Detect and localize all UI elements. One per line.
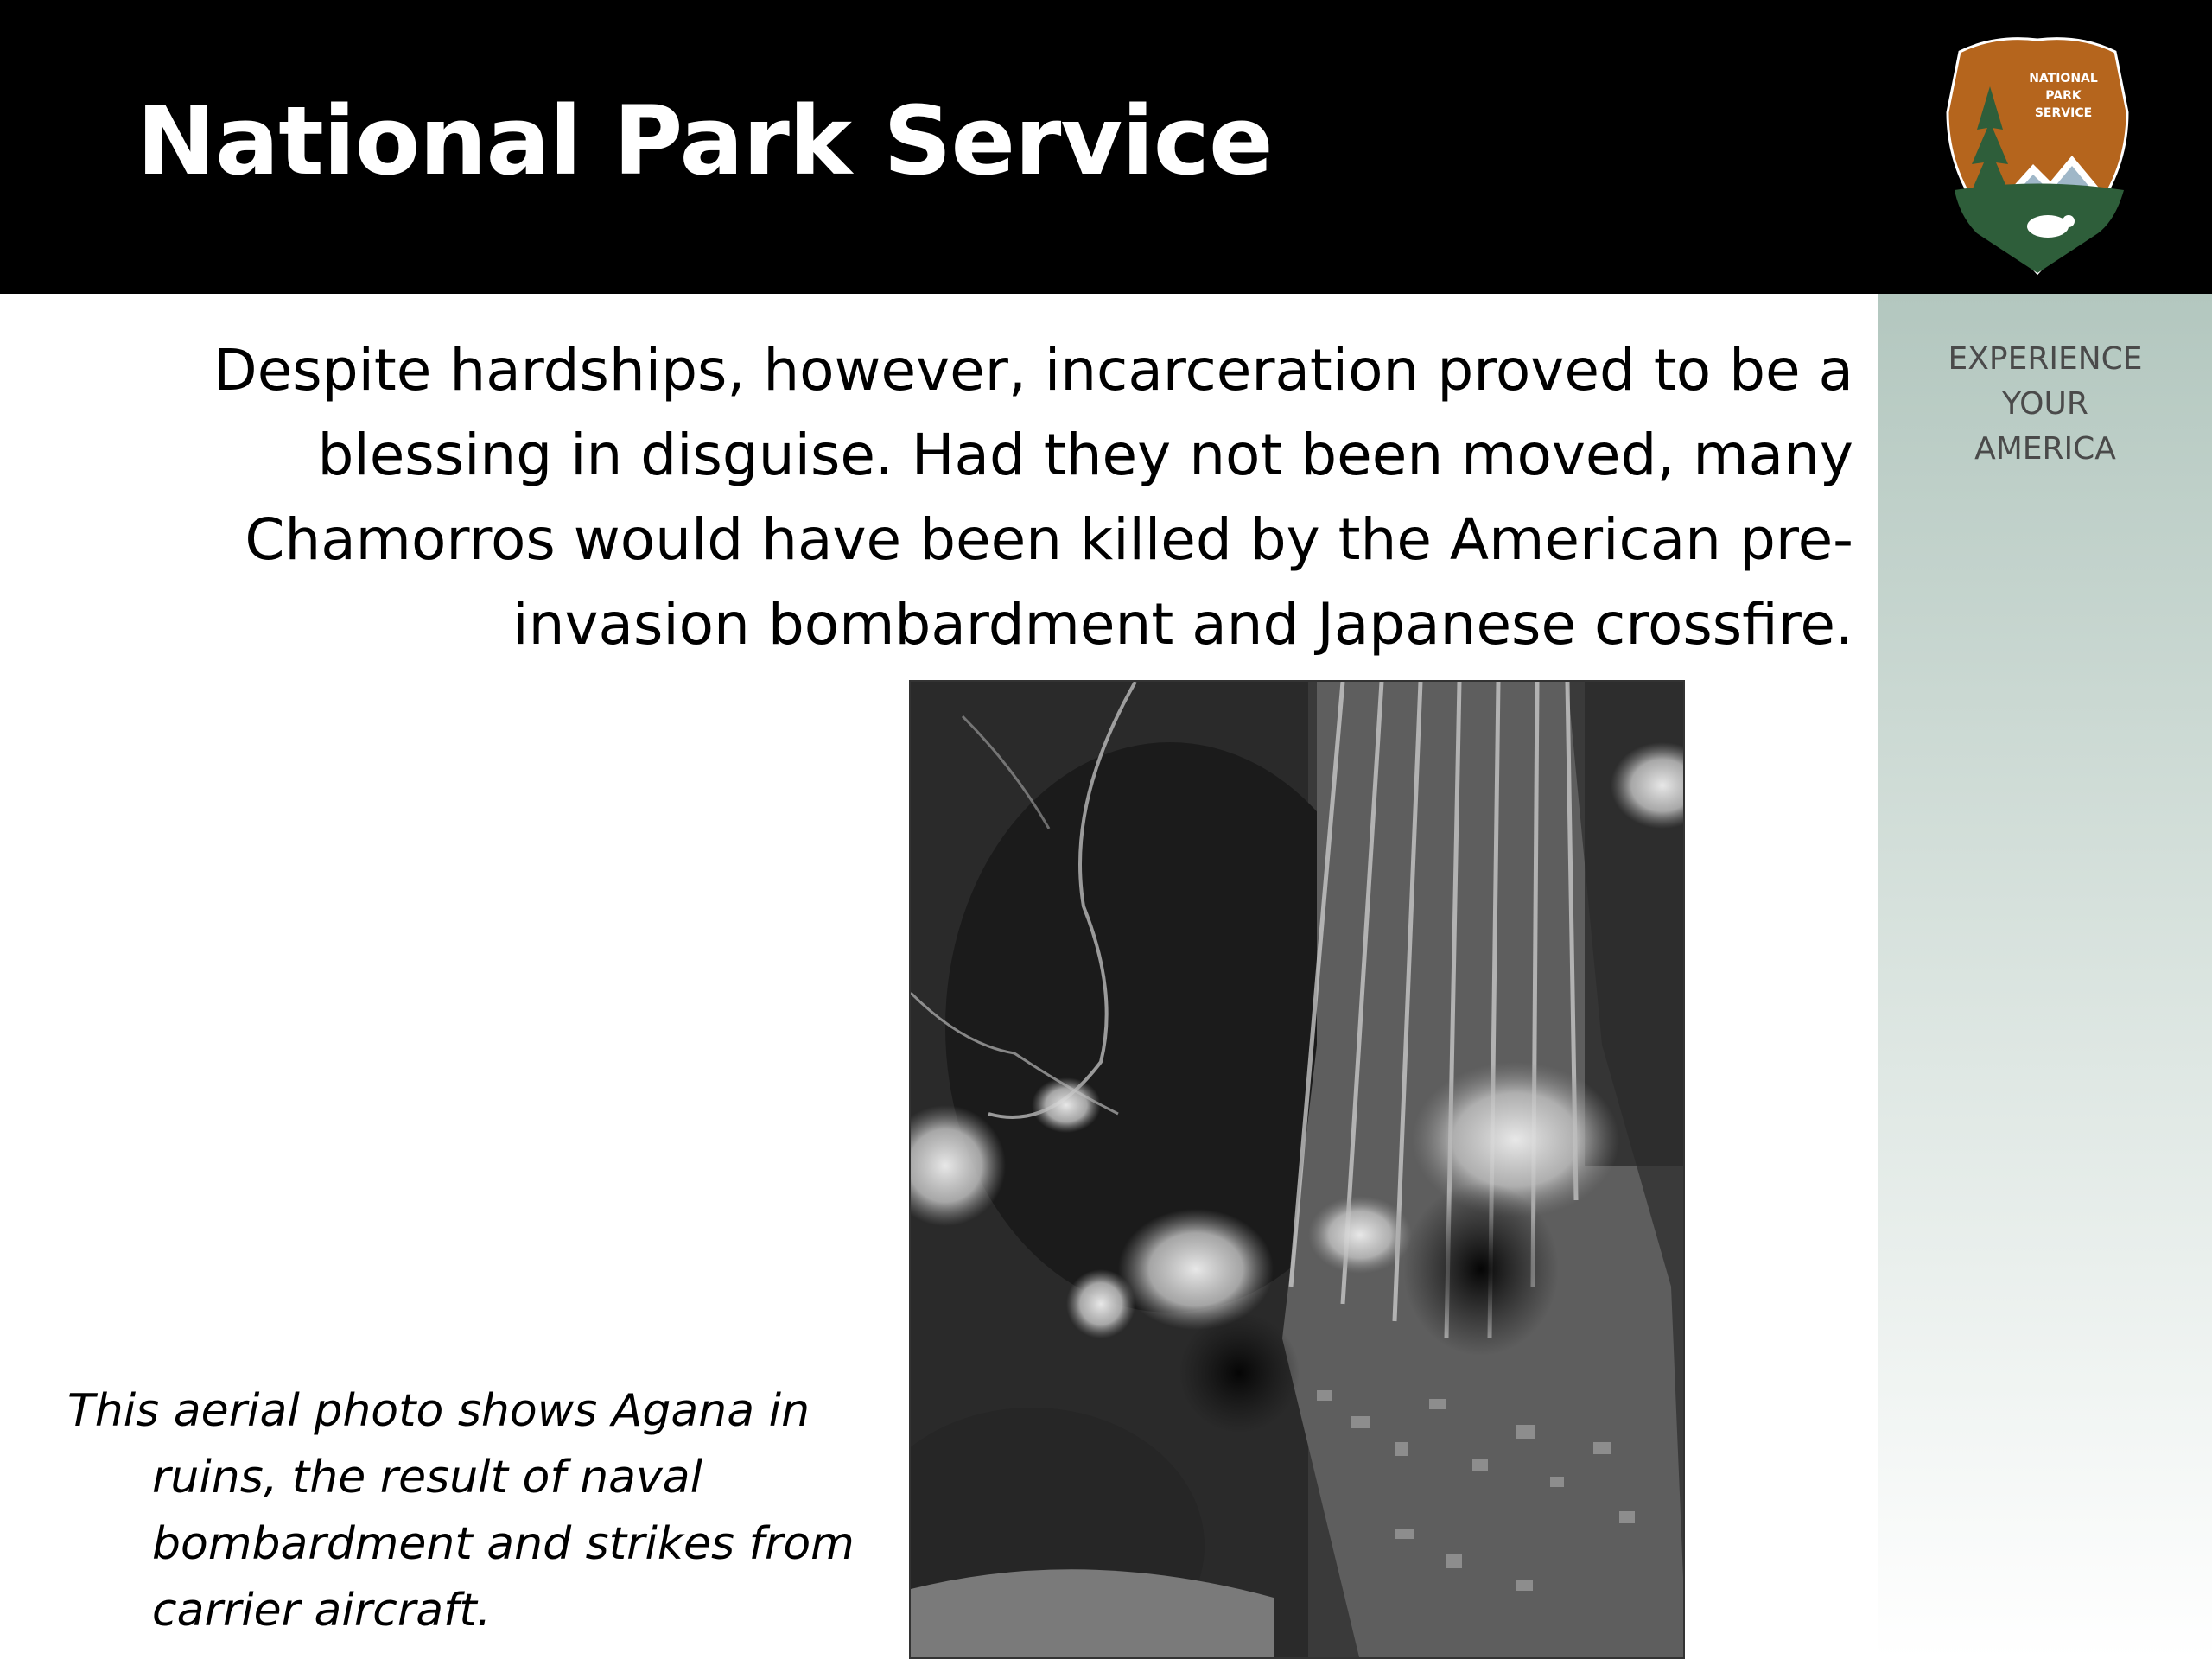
- logo-text-line-1: NATIONAL: [2029, 72, 2098, 86]
- photo-caption: [67, 1378, 880, 1644]
- body-line-3: Chamorros would have been killed by the American pre-: [245, 506, 1853, 573]
- logo-text-line-3: SERVICE: [2034, 106, 2093, 120]
- tagline: [1878, 337, 2212, 472]
- aerial-photo-image: [911, 682, 1685, 1659]
- aerial-photo: [909, 680, 1685, 1659]
- body-line-4: invasion bombardment and Japanese crossfire.: [512, 591, 1853, 658]
- logo-text-line-2: PARK: [2045, 89, 2082, 103]
- caption-line-4: carrier aircraft.: [152, 1585, 492, 1637]
- body-line-2: blessing in disguise. Had they not been moved, many: [317, 422, 1853, 488]
- body-line-1: Despite hardships, however, incarceration proved to be a: [213, 337, 1853, 404]
- caption-line-1: This aerial photo shows Agana in: [67, 1385, 810, 1437]
- tagline-line-1: EXPERIENCE: [1948, 341, 2143, 377]
- body-paragraph: [138, 328, 1853, 667]
- tagline-line-3: AMERICA: [1974, 431, 2116, 467]
- header-bar: [0, 0, 2212, 294]
- caption-line-2: ruins, the result of naval: [152, 1452, 703, 1503]
- tagline-line-2: YOUR: [2002, 386, 2088, 422]
- brand-title: National Park Service: [137, 86, 1273, 196]
- right-sidebar: [1878, 294, 2212, 1659]
- caption-line-3: bombardment and strikes from: [152, 1518, 855, 1570]
- nps-arrowhead-logo: [1942, 35, 2133, 276]
